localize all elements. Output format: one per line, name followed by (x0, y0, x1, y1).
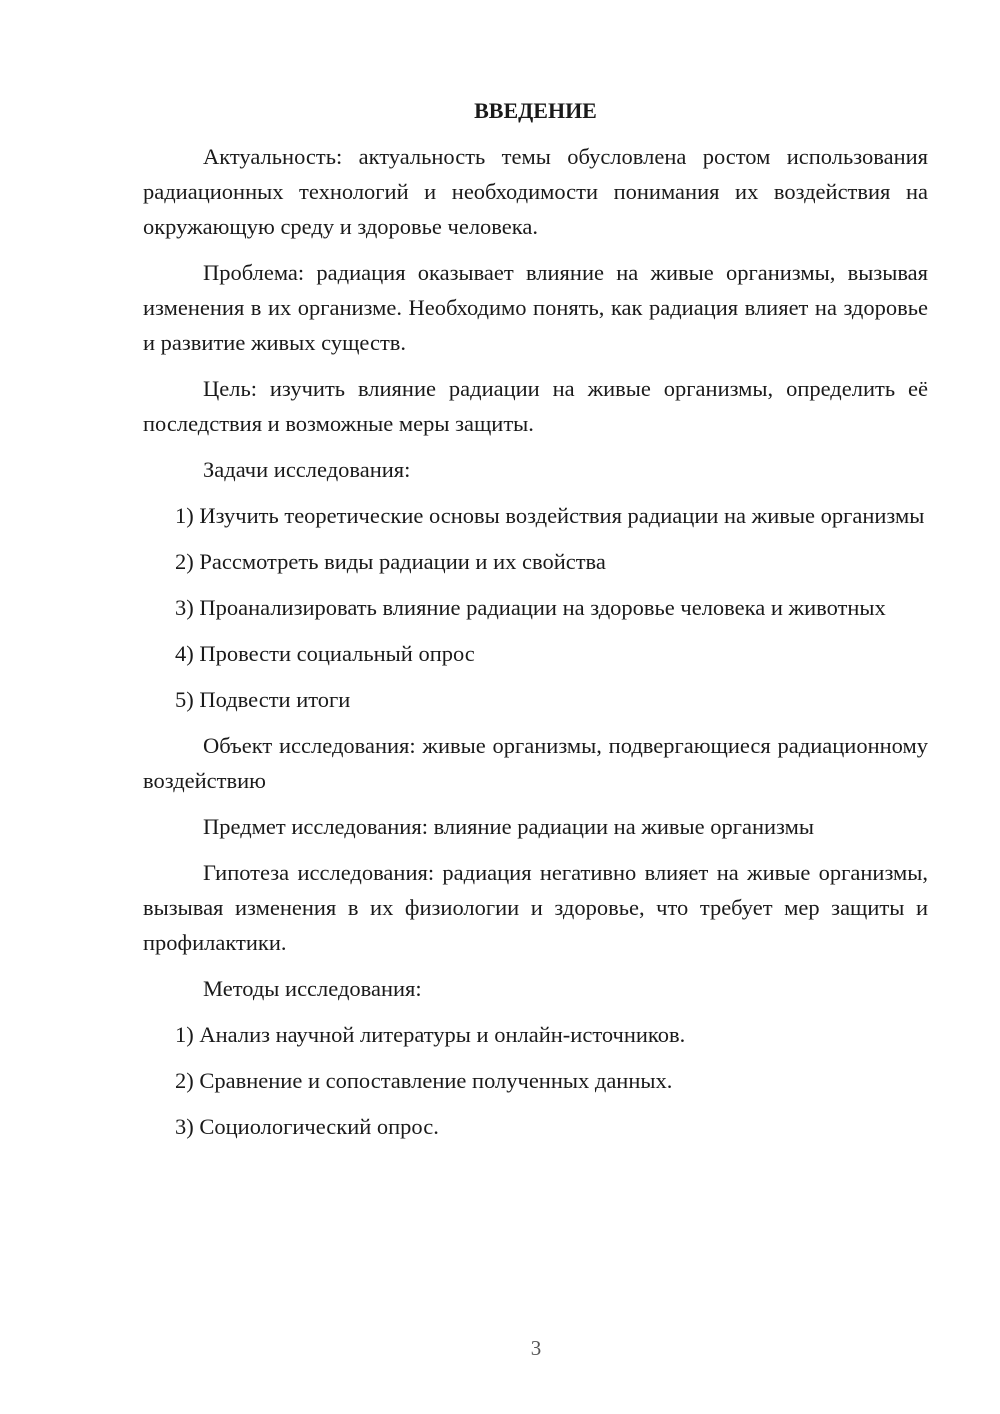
paragraph-subject: Предмет исследования: влияние радиации на живые организмы (203, 814, 814, 839)
list-item-task-5: 5) Подвести итоги (175, 687, 351, 712)
page-number: 3 (530, 1336, 542, 1360)
page-content (143, 94, 928, 1155)
paragraph-problem: Проблема: радиация оказывает влияние на живые организмы, вызывая изменения в их организме. Необходимо понять, как радиация влияет на здоровье и развитие живых существ. (143, 260, 928, 355)
list-item-task-2: 2) Рассмотреть виды радиации и их свойства (175, 549, 606, 574)
list-item-method-1: 1) Анализ научной литературы и онлайн-источников. (175, 1022, 686, 1047)
paragraph-tasks-heading: Задачи исследования: (203, 457, 411, 482)
list-item-method-3: 3) Социологический опрос. (175, 1114, 439, 1139)
paragraph-methods-heading: Методы исследования: (203, 976, 422, 1001)
paragraph-object: Объект исследования: живые организмы, подвергающиеся радиационному воздействию (143, 733, 928, 793)
paragraph-goal: Цель: изучить влияние радиации на живые организмы, определить её последствия и возможные меры защиты. (143, 376, 928, 436)
list-item-task-3: 3) Проанализировать влияние радиации на здоровье человека и животных (175, 595, 886, 620)
paragraph-hypothesis: Гипотеза исследования: радиация негативно влияет на живые организмы, вызывая изменения в их физиологии и здоровье, что требует мер защиты и профилактики. (143, 860, 928, 955)
list-item-task-4: 4) Провести социальный опрос (175, 641, 475, 666)
list-item-task-1: 1) Изучить теоретические основы воздействия радиации на живые организмы (175, 503, 925, 528)
paragraph-relevance: Актуальность: актуальность темы обусловлена ростом использования радиационных технологий и необходимости понимания их воздействия на окружающую среду и здоровье человека. (143, 144, 928, 239)
section-title: ВВЕДЕНИЕ (474, 98, 597, 123)
list-item-method-2: 2) Сравнение и сопоставление полученных данных. (175, 1068, 673, 1093)
